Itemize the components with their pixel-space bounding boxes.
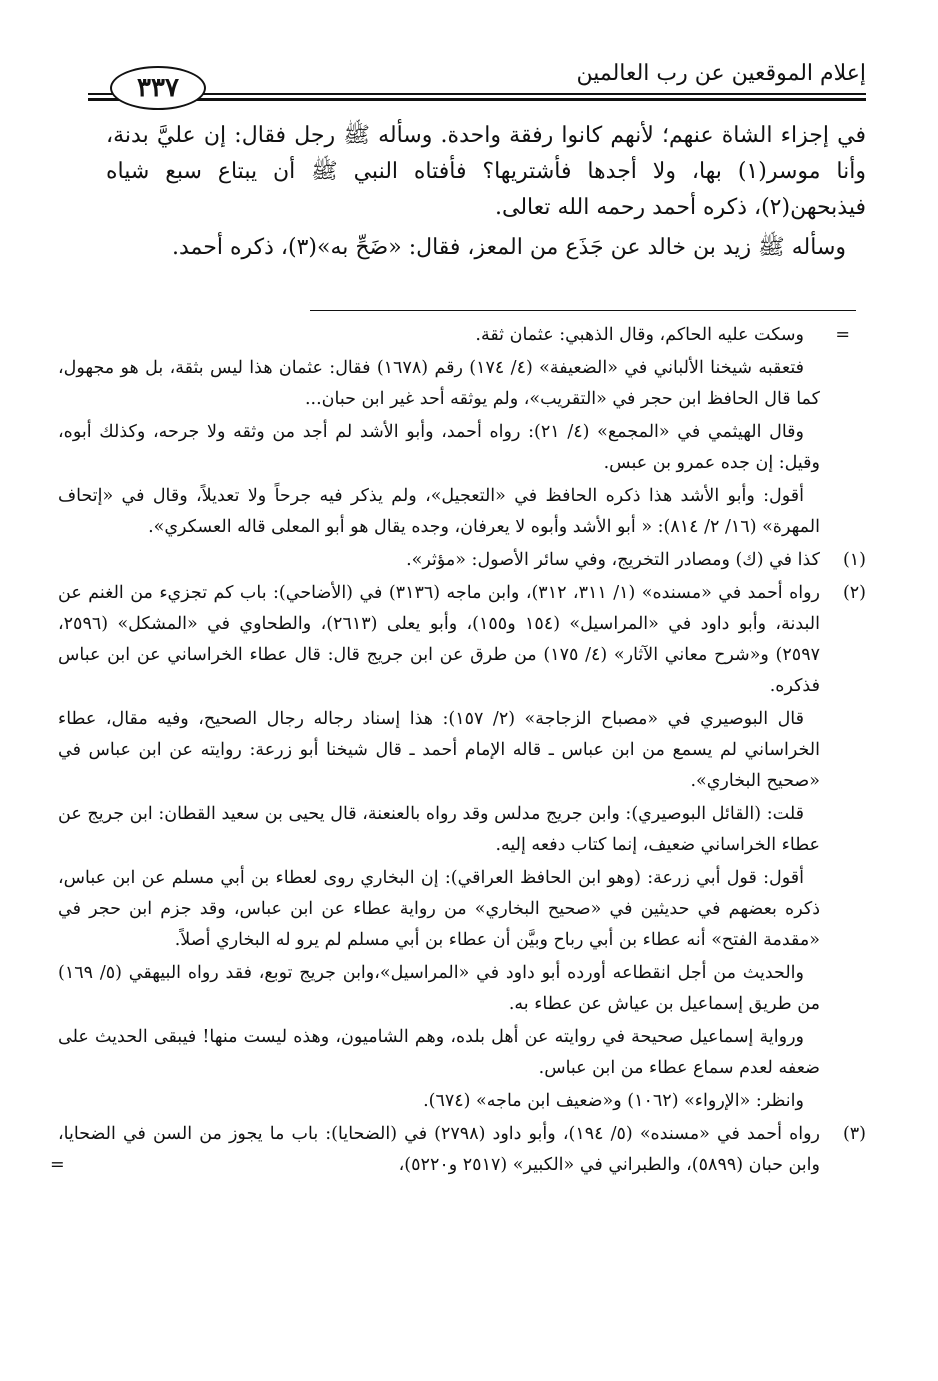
continued-marker: = — [835, 325, 850, 345]
footnotes-section — [50, 320, 866, 1181]
footnote — [58, 578, 866, 702]
running-header-title: إعلام الموقعين عن رب العالمين — [576, 61, 866, 86]
footnote-paragraph — [58, 1022, 866, 1084]
footnote-paragraph — [58, 353, 866, 415]
footnote-paragraph — [58, 1086, 866, 1117]
main-paragraph: في إجزاء الشاة عنهم؛ لأنهم كانوا رفقة واحدة. وسأله ﷺ رجل فقال: إن عليَّ بدنة، وأنا موسر(١) بها، ولا أجدها فأشتريها؟ فأفتاه النبي ﷺ أن يبتاع سبع شياه فيذبحهن(٢)، ذكره أحمد رحمه الله تعالى. — [106, 123, 866, 220]
footnote-number: (٣) — [842, 1124, 866, 1144]
footnote-paragraph — [58, 863, 866, 956]
footnote-number: (٢) — [842, 583, 866, 603]
footnote-text: أقول: قول أبي زرعة: (وهو ابن الحافظ العراقي): إن البخاري روى لعطاء بن أبي مسلم عن ابن عباس، ذكره بعضهم في حديثين في «صحيح البخاري» من رواية عطاء عن ابن عباس، وقد جزم ابن حجر في «مقدمة الفتح» أنه عطاء بن أبي رباح وبيَّن أن عطاء بن أبي مسلم لم يرو له البخاري أصلاً. — [58, 868, 820, 950]
footnote-separator — [310, 310, 856, 311]
footnote-paragraph — [58, 481, 866, 543]
page-number-badge: ٣٣٧ — [110, 66, 206, 110]
footnote — [58, 545, 866, 576]
footnote-text: قلت: (القائل البوصيري): وابن جريج مدلس وقد رواه بالعنعنة، قال يحيى بن سعيد القطان: ابن جريج عن عطاء الخراساني ضعيف، إنما كتاب دفعه إليه. — [58, 804, 820, 855]
footnote-text: رواه أحمد في «مسنده» (٥/ ١٩٤)، وأبو داود (٢٧٩٨) في (الضحايا): باب ما يجوز من السن في الضحايا، وابن حبان (٥٨٩٩)، والطبراني في «الكبير» (٢٥١٧ و٥٢٢٠)، — [58, 1124, 821, 1175]
main-paragraph: وسأله ﷺ زيد بن خالد عن جَذَع من المعز، فقال: «ضَحِّ به»(٣)، ذكره أحمد. — [172, 235, 846, 260]
footnote-carryover — [58, 320, 866, 351]
footnote-text: وسكت عليه الحاكم، وقال الذهبي: عثمان ثقة. — [475, 325, 804, 345]
footnote-text: فتعقبه شيخنا الألباني في «الضعيفة» (٤/ ١٧٤) رقم (١٦٧٨) فقال: عثمان هذا ليس بثقة، بل هو مجهول، كما قال الحافظ ابن حجر في «التقريب»، ولم يوثقه أحد غير ابن حبان... — [58, 358, 820, 409]
footnote-paragraph — [58, 417, 866, 479]
footnote-paragraph — [58, 704, 866, 797]
main-text — [106, 118, 866, 266]
continued-end-marker: = — [50, 1155, 65, 1175]
footnote-paragraph — [58, 799, 866, 861]
footnote-text: رواه أحمد في «مسنده» (١/ ٣١١، ٣١٢)، وابن ماجه (٣١٣٦) في (الأضاحي): باب كم تجزيء من الغنم عن البدنة، وأبو داود في «المراسيل» (١٥٤ و١٥٥)، وأبو يعلى (٢٦١٣)، والطحاوي في «المشكل» (٢٥٩٦، ٢٥٩٧) و«شرح معاني الآثار» (٤/ ١٧٥) من طرق عن ابن جريج قال: قال عطاء الخراساني عن ابن عباس فذكره. — [58, 583, 821, 696]
footnote-text: أقول: وأبو الأشد هذا ذكره الحافظ في «التعجيل»، ولم يذكر فيه جرحاً ولا تعديلاً، وقال في «إتحاف المهرة» (١٦/ ٢/ ٨١٤): « أبو الأشد وأبوه لا يعرفان، وجده يقال هو أبو المعلى قاله العسكري». — [58, 486, 820, 537]
footnote-text: وقال الهيثمي في «المجمع» (٤/ ٢١): رواه أحمد، وأبو الأشد لم أجد من وثقه ولا جرحه، وكذلك أبوه، وقيل: إن جده عمرو بن عبس. — [58, 422, 820, 473]
footnote-text: قال البوصيري في «مصباح الزجاجة» (٢/ ١٥٧): هذا إسناد رجاله رجال الصحيح، وفيه مقال، عطاء الخراساني لم يسمع من ابن عباس ـ قاله الإمام أحمد ـ قال شيخنا أبو زرعة: روايته عن ابن عباس في «صحيح البخاري». — [58, 709, 820, 791]
footnote — [50, 1119, 866, 1181]
footnote-paragraph — [58, 958, 866, 1020]
header-rule — [88, 93, 866, 95]
footnote-number: (١) — [842, 550, 866, 570]
footnote-text: والحديث من أجل انقطاعه أورده أبو داود في «المراسيل»،وابن جريج توبع، فقد رواه البيهقي (٥/ ١٦٩) من طريق إسماعيل بن عياش عن عطاء به. — [58, 963, 820, 1014]
footnote-text: كذا في (ك) ومصادر التخريج، وفي سائر الأصول: «مؤثر». — [406, 550, 820, 570]
footnote-text: وانظر: «الإرواء» (١٠٦٢) و«ضعيف ابن ماجه» (٦٧٤). — [423, 1091, 804, 1111]
footnote-text: ورواية إسماعيل صحيحة في روايته عن أهل بلده، وهم الشاميون، وهذه ليست منها! فيبقى الحديث على ضعفه لعدم سماع عطاء من ابن عباس. — [58, 1027, 820, 1078]
header-rule-thick — [88, 98, 866, 101]
